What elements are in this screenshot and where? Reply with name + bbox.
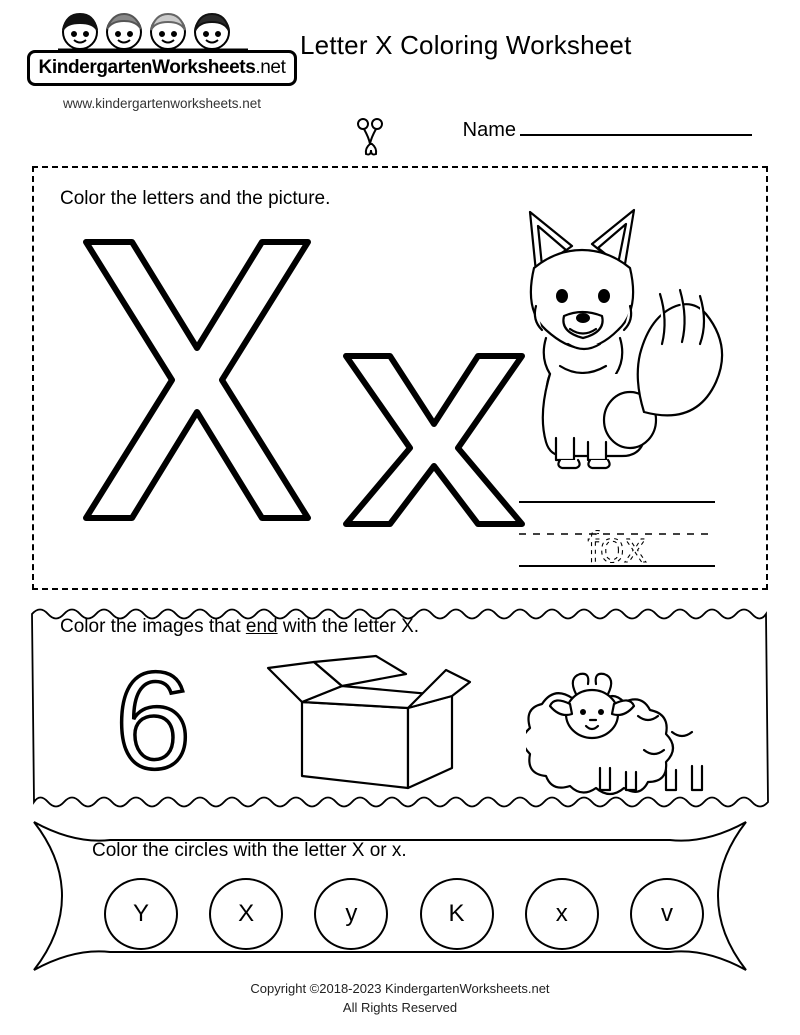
letter-circle[interactable]: x [525, 878, 599, 950]
page-footer [0, 980, 800, 1018]
section-end-with-x [26, 604, 774, 812]
logo-text-worksheets: Worksheets [152, 57, 256, 78]
section2-instruction-part1: Color the images that [60, 616, 246, 637]
section2-instruction [60, 616, 419, 638]
logo-text-kindergarten: Kindergarten [38, 57, 152, 78]
name-field[interactable] [463, 118, 752, 142]
site-logo-badge [27, 50, 297, 86]
worksheet-header [0, 0, 800, 150]
page-title: Letter X Coloring Worksheet [300, 30, 632, 60]
letter-circle[interactable]: v [630, 878, 704, 950]
box-illustration[interactable] [256, 652, 476, 792]
section-color-letters [32, 166, 768, 590]
fox-illustration[interactable] [484, 198, 764, 478]
letter-circle[interactable]: K [420, 878, 494, 950]
section2-instruction-part2: with the letter X. [277, 616, 420, 637]
sheep-illustration[interactable] [526, 642, 746, 802]
trace-word-fox: fox [587, 523, 647, 572]
word-tracing-area[interactable] [517, 498, 717, 573]
letter-circle[interactable]: X [209, 878, 283, 950]
section3-instruction: Color the circles with the letter X or x. [92, 840, 407, 861]
name-blank-line[interactable] [520, 118, 752, 136]
name-label: Name [462, 119, 516, 141]
section1-instruction: Color the letters and the picture. [60, 188, 331, 209]
section-color-circles [26, 818, 774, 974]
logo-text-tld: .net [255, 57, 286, 78]
rights-text: All Rights Reserved [342, 999, 458, 1015]
letter-circle[interactable]: Y [104, 878, 178, 950]
section2-instruction-emphasis: end [245, 616, 278, 637]
letter-circles-row [104, 878, 704, 950]
uppercase-x-outline[interactable] [72, 230, 322, 530]
six-label: 6 [114, 652, 192, 782]
site-url: www.kindergartenworksheets.net [62, 96, 262, 111]
scissors-icon [352, 118, 388, 158]
letter-circle[interactable]: y [314, 878, 388, 950]
copyright-text: Copyright ©2018-2023 KindergartenWorksheets.net [250, 981, 550, 996]
six-numeral-outline[interactable] [78, 652, 228, 782]
